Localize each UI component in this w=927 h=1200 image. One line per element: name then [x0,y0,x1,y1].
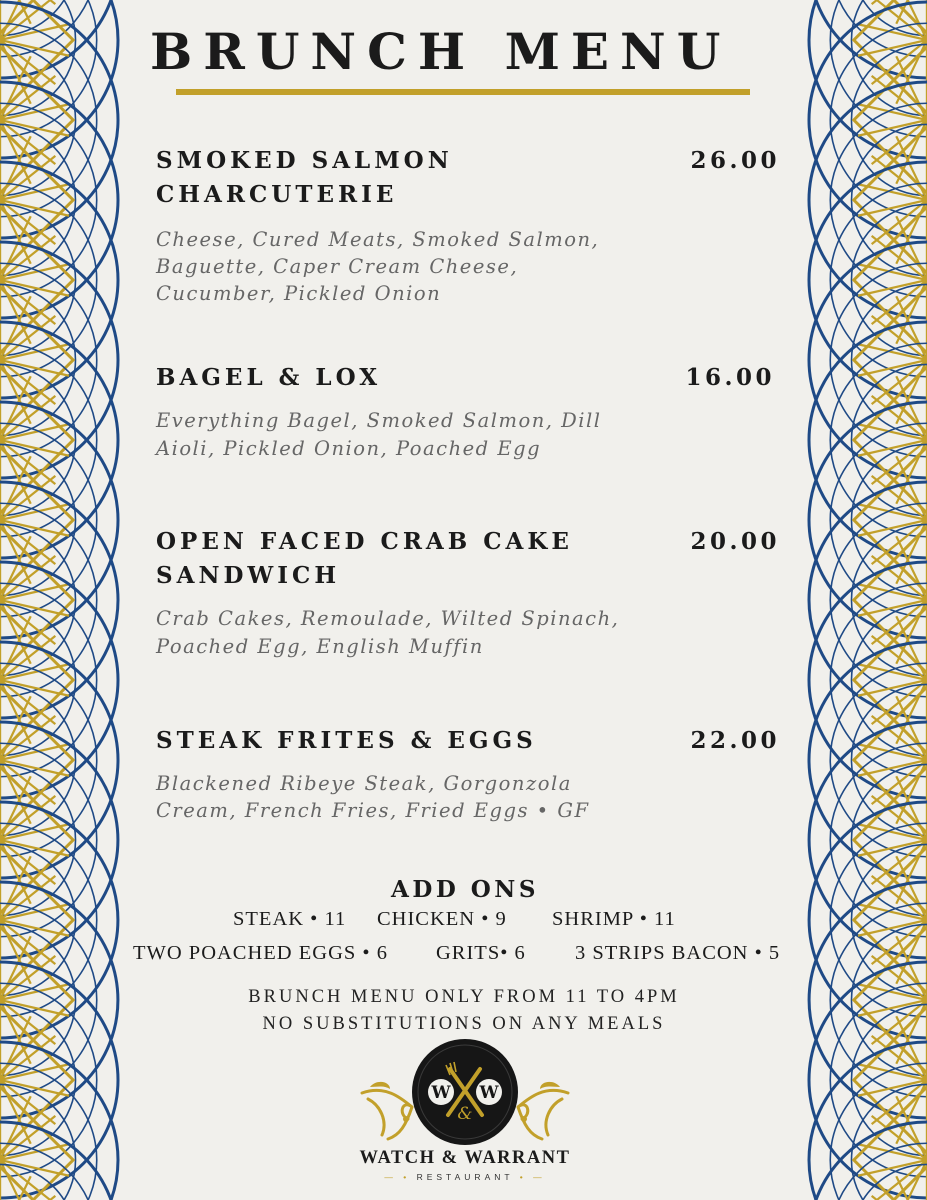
add-on-item: CHICKEN • 9 [377,908,507,930]
logo-name: WATCH & WARRANT [359,1148,571,1168]
menu-item-name: BAGEL & LOX [156,364,382,391]
menu-item-price: 16.00 [685,364,775,391]
menu-item-description: Poached Egg, English Muffin [156,635,484,658]
restaurant-logo [340,1035,590,1195]
add-on-item: SHRIMP • 11 [552,908,676,930]
logo-subtitle-text: RESTAURANT [416,1172,514,1182]
add-on-item: TWO POACHED EGGS • 6 [133,942,388,964]
menu-item-description: Everything Bagel, Smoked Salmon, Dill [156,409,602,432]
menu-item-description: Blackened Ribeye Steak, Gorgonzola [156,772,572,795]
menu-item-description: Cucumber, Pickled Onion [156,282,442,305]
menu-item-description: Cream, French Fries, Fried Eggs • GF [156,799,590,822]
logo-subtitle [340,1172,590,1182]
right-decorative-border [805,0,927,1200]
menu-item-name: SANDWICH [156,562,341,589]
logo-monogram-ampersand: & [457,1104,473,1124]
add-on-item: GRITS• 6 [436,942,526,964]
menu-item-description: Aioli, Pickled Onion, Poached Egg [156,437,542,460]
logo-monogram-right: W [479,1083,499,1103]
add-on-item: 3 STRIPS BACON • 5 [575,942,781,964]
menu-title: BRUNCH MENU [150,22,732,81]
menu-item-description: Crab Cakes, Remoulade, Wilted Spinach, [156,607,620,630]
menu-item-price: 20.00 [690,528,780,555]
logo-ornament: • — [513,1172,546,1182]
menu-item-description: Cheese, Cured Meats, Smoked Salmon, [156,228,600,251]
menu-item-name: OPEN FACED CRAB CAKE [156,528,573,555]
menu-item-name: SMOKED SALMON [156,147,453,174]
add-on-item: STEAK • 11 [233,908,347,930]
menu-note: BRUNCH MENU ONLY FROM 11 TO 4PM [248,987,680,1007]
left-decorative-border [0,0,125,1200]
menu-item-name: STEAK FRITES & EGGS [156,727,537,754]
menu-item-price: 26.00 [690,147,780,174]
menu-item-price: 22.00 [690,727,780,754]
menu-item-name: CHARCUTERIE [156,181,398,208]
logo-ornament: — • [384,1172,417,1182]
logo-monogram-left: W [431,1083,451,1103]
menu-item-description: Baguette, Caper Cream Cheese, [156,255,519,278]
menu-note: NO SUBSTITUTIONS ON ANY MEALS [262,1014,666,1034]
add-ons-heading: ADD ONS [391,876,539,903]
title-underline [176,89,750,95]
